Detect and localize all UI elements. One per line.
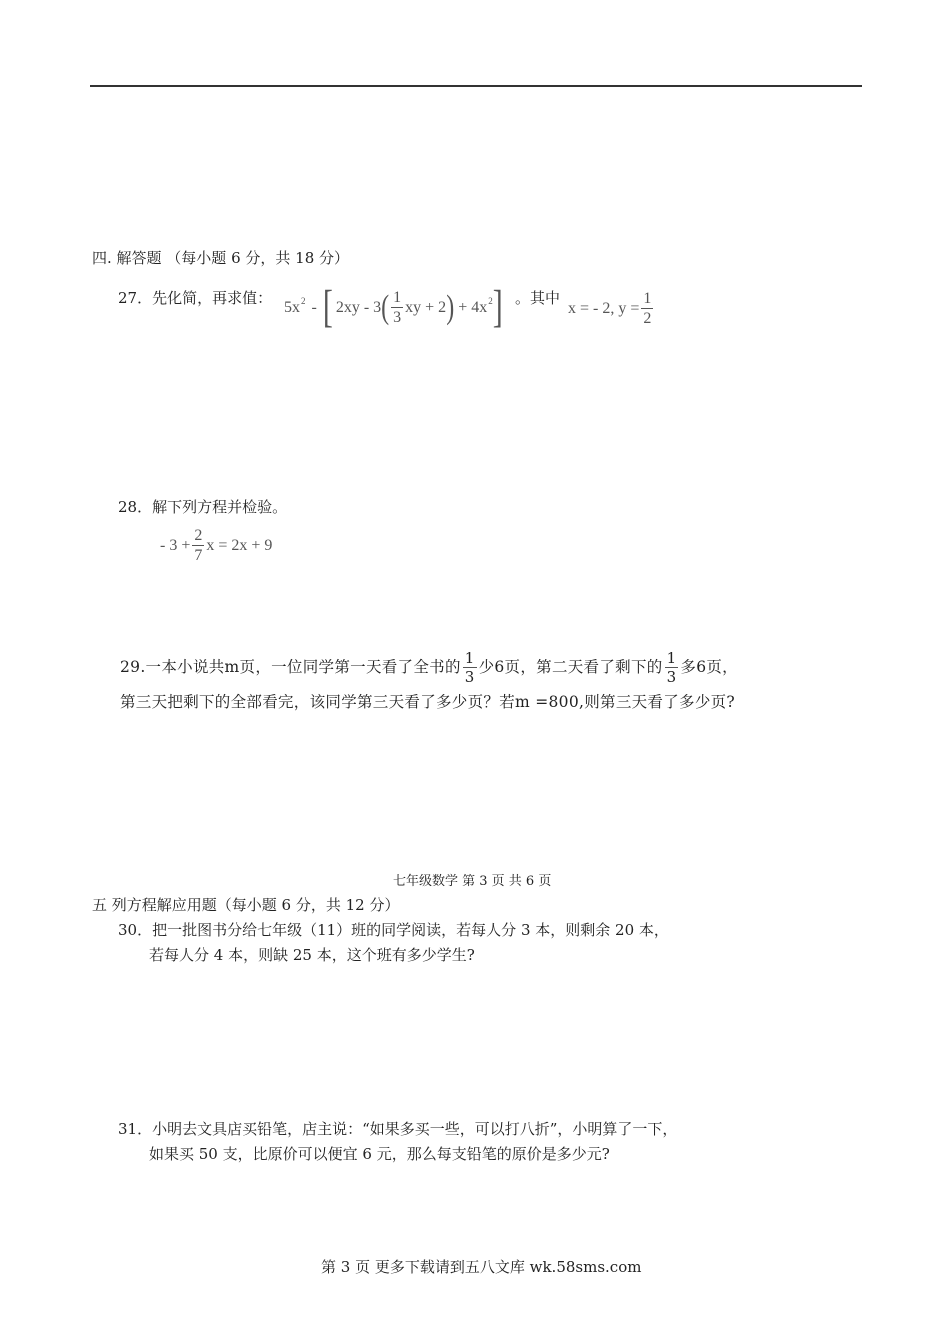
q29-fraction-2 xyxy=(665,651,679,685)
q28-fraction xyxy=(192,528,204,564)
q27-left-bracket: [ xyxy=(322,282,333,332)
q29-line-2: 第三天把剩下的全部看完，该同学第三天看了多少页？若m =800,则第三天看了多少页? xyxy=(120,693,736,711)
q29-text-c: 多6页， xyxy=(680,658,738,677)
q27-expression xyxy=(284,283,503,333)
q27-term-4x: + 4x xyxy=(458,299,488,316)
q27-frac-num: 1 xyxy=(393,289,402,306)
q27-cond-den: 2 xyxy=(643,310,652,327)
section-5-heading: 五 列方程解应用题（每小题 6 分，共 12 分） xyxy=(92,896,400,914)
q29-f2-num: 1 xyxy=(666,649,677,667)
q29-line-1 xyxy=(120,650,738,686)
section-4-heading: 四. 解答题 （每小题 6 分，共 18 分） xyxy=(92,249,350,267)
q30-line-2: 若每人分 4 本，则缺 25 本，这个班有多少学生? xyxy=(149,946,475,964)
q28-equation xyxy=(160,524,272,568)
q27-term-5x: 5x xyxy=(284,299,300,316)
q28-frac-num: 2 xyxy=(194,527,203,544)
q27-right-bracket: ] xyxy=(492,282,503,332)
q31-line-2: 如果买 50 支，比原价可以便宜 6 元，那么每支铅笔的原价是多少元? xyxy=(149,1145,610,1163)
page-number-center: 七年级数学 第 3 页 共 6 页 xyxy=(393,874,552,889)
q29-text-a: 29.一本小说共m页，一位同学第一天看了全书的 xyxy=(120,658,461,677)
download-footer: 第 3 页 更多下载请到五八文库 wk.58sms.com xyxy=(321,1258,642,1276)
q27-fraction xyxy=(391,290,403,326)
q27-cond-text: x = - 2, y = xyxy=(568,300,640,317)
q27-left-paren: ( xyxy=(381,289,390,327)
q27-term-2xy: 2xy - 3 xyxy=(335,299,382,316)
q29-f1-num: 1 xyxy=(464,649,475,667)
q27-exp-1: 2 xyxy=(301,295,306,306)
q27-cond-fraction xyxy=(641,291,653,327)
q28-prefix: 28．解下列方程并检验。 xyxy=(118,498,288,516)
q28-frac-den: 7 xyxy=(194,547,203,564)
q27-frac-den: 3 xyxy=(393,309,402,326)
header-rule xyxy=(90,85,862,87)
q31-line-1: 31．小明去文具店买铅笔，店主说：“如果多买一些，可以打八折”，小明算了一下， xyxy=(118,1120,678,1138)
q27-cond-num: 1 xyxy=(643,290,652,307)
q27-exp-2: 2 xyxy=(488,295,493,306)
q27-prefix: 27．先化简，再求值： xyxy=(118,289,273,307)
q29-f1-den: 3 xyxy=(464,668,475,686)
q27-condition xyxy=(568,286,655,332)
q27-term-xy2: xy + 2 xyxy=(405,299,447,316)
q30-line-1: 30．把一批图书分给七年级（11）班的同学阅读，若每人分 3 本，则剩余 20 本， xyxy=(118,921,669,939)
q27-right-paren: ) xyxy=(446,289,455,327)
q29-f2-den: 3 xyxy=(666,668,677,686)
q28-eq-left: - 3 + xyxy=(160,537,191,554)
q27-mid-text: 。其中 xyxy=(515,289,561,307)
q29-text-b: 少6页，第二天看了剩下的 xyxy=(478,658,663,677)
q29-fraction-1 xyxy=(463,651,477,685)
q27-minus: - xyxy=(311,299,317,316)
q28-eq-right: x = 2x + 9 xyxy=(206,537,273,554)
